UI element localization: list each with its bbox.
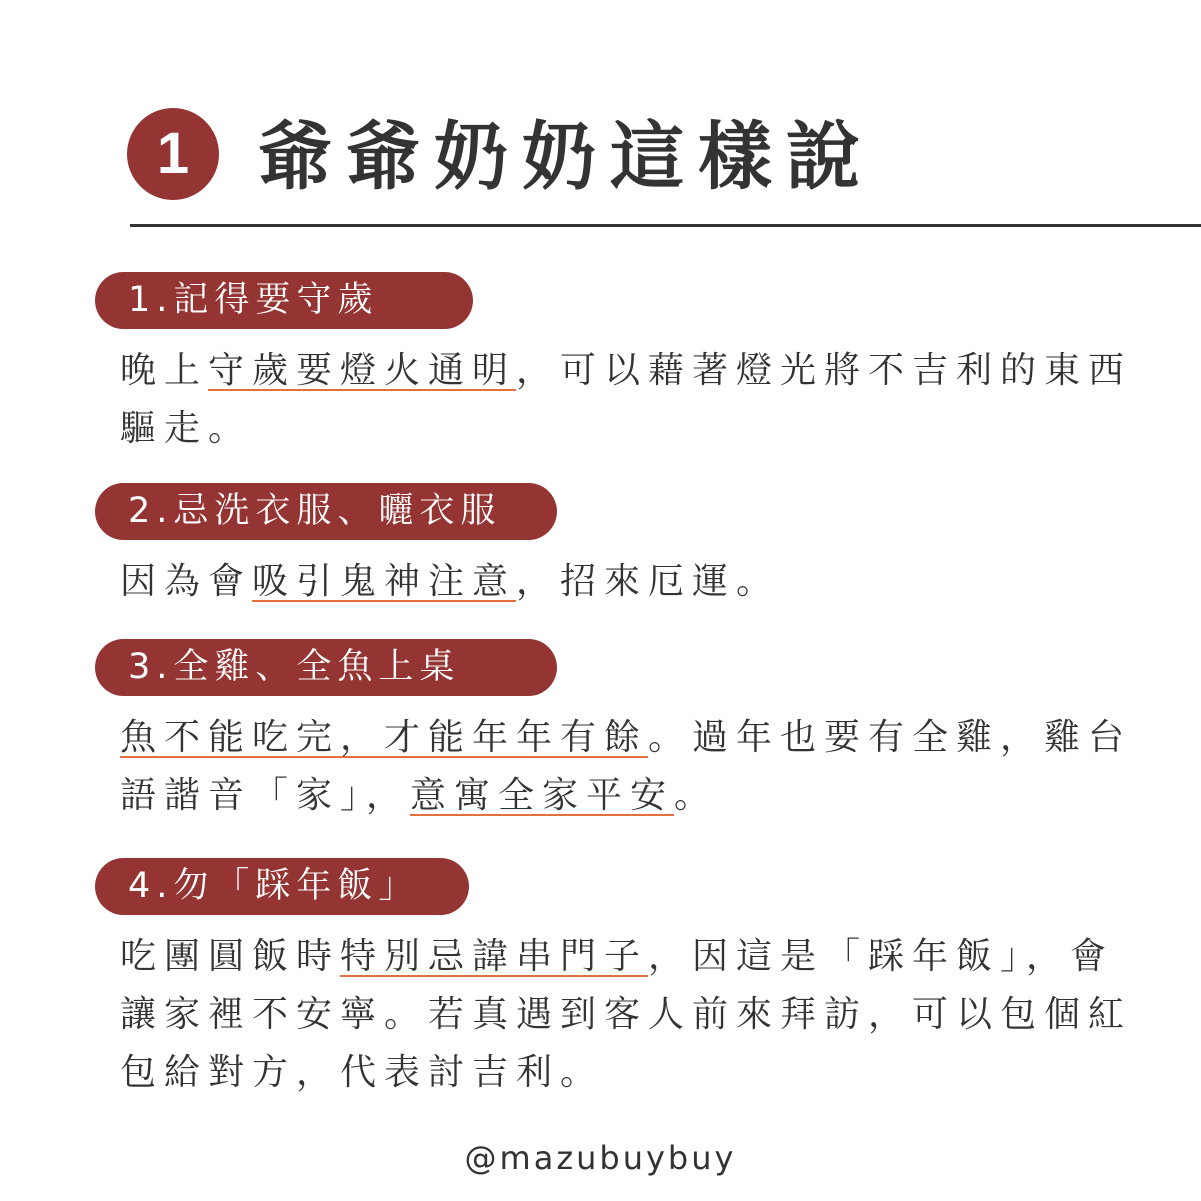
- section-body: [120, 342, 1132, 458]
- body-text: 因為會: [120, 561, 253, 602]
- body-text: 吃團圓飯時: [120, 936, 341, 977]
- section-label: 1.記得要守歲: [95, 272, 473, 329]
- section-label: 4.勿「踩年飯」: [95, 858, 469, 915]
- body-text: 讓家裡不安寧。若真遇到客人前來拜訪，可以包個紅: [120, 994, 1133, 1035]
- page-title: 爺爺奶奶這樣說: [258, 114, 874, 200]
- body-text: ，因這是「踩年飯」，會: [648, 936, 1115, 977]
- tip-section: [95, 483, 780, 611]
- title-divider: [130, 224, 1201, 227]
- body-text: 包給對方，代表討吉利。: [120, 1052, 605, 1093]
- highlighted-text: 特別忌諱串門子: [340, 936, 649, 977]
- highlighted-text: 魚不能吃完，才能年年有餘: [120, 717, 649, 758]
- highlighted-text: 守歲要燈火通明: [208, 350, 517, 391]
- body-line: [120, 928, 1132, 986]
- body-text: 語諧音「家」，: [120, 775, 411, 816]
- tip-section: [95, 639, 1132, 825]
- body-line: [120, 767, 1132, 825]
- tip-section: [95, 858, 1132, 1102]
- section-number-badge: 1: [127, 108, 219, 200]
- body-line: [120, 709, 1132, 767]
- body-line: [120, 400, 1132, 458]
- body-text: ，可以藉著燈光將不吉利的東西: [516, 350, 1133, 391]
- highlighted-text: 吸引鬼神注意: [252, 561, 517, 602]
- section-label: 2.忌洗衣服、曬衣服: [95, 483, 557, 540]
- body-text: 。過年也要有全雞，雞台: [648, 717, 1133, 758]
- section-body: [120, 709, 1132, 825]
- tip-section: [95, 272, 1132, 458]
- body-text: ，招來厄運。: [516, 561, 781, 602]
- section-body: [120, 553, 780, 611]
- body-line: [120, 1044, 1132, 1102]
- body-text: 。: [674, 775, 719, 816]
- body-line: [120, 553, 780, 611]
- highlighted-text: 意寓全家平安: [410, 775, 675, 816]
- body-text: 驅走。: [120, 408, 253, 449]
- section-label: 3.全雞、全魚上桌: [95, 639, 557, 696]
- section-body: [120, 928, 1132, 1102]
- body-line: [120, 986, 1132, 1044]
- body-text: 晚上: [120, 350, 209, 391]
- body-line: [120, 342, 1132, 400]
- footer-handle: @mazubuybuy: [464, 1139, 737, 1177]
